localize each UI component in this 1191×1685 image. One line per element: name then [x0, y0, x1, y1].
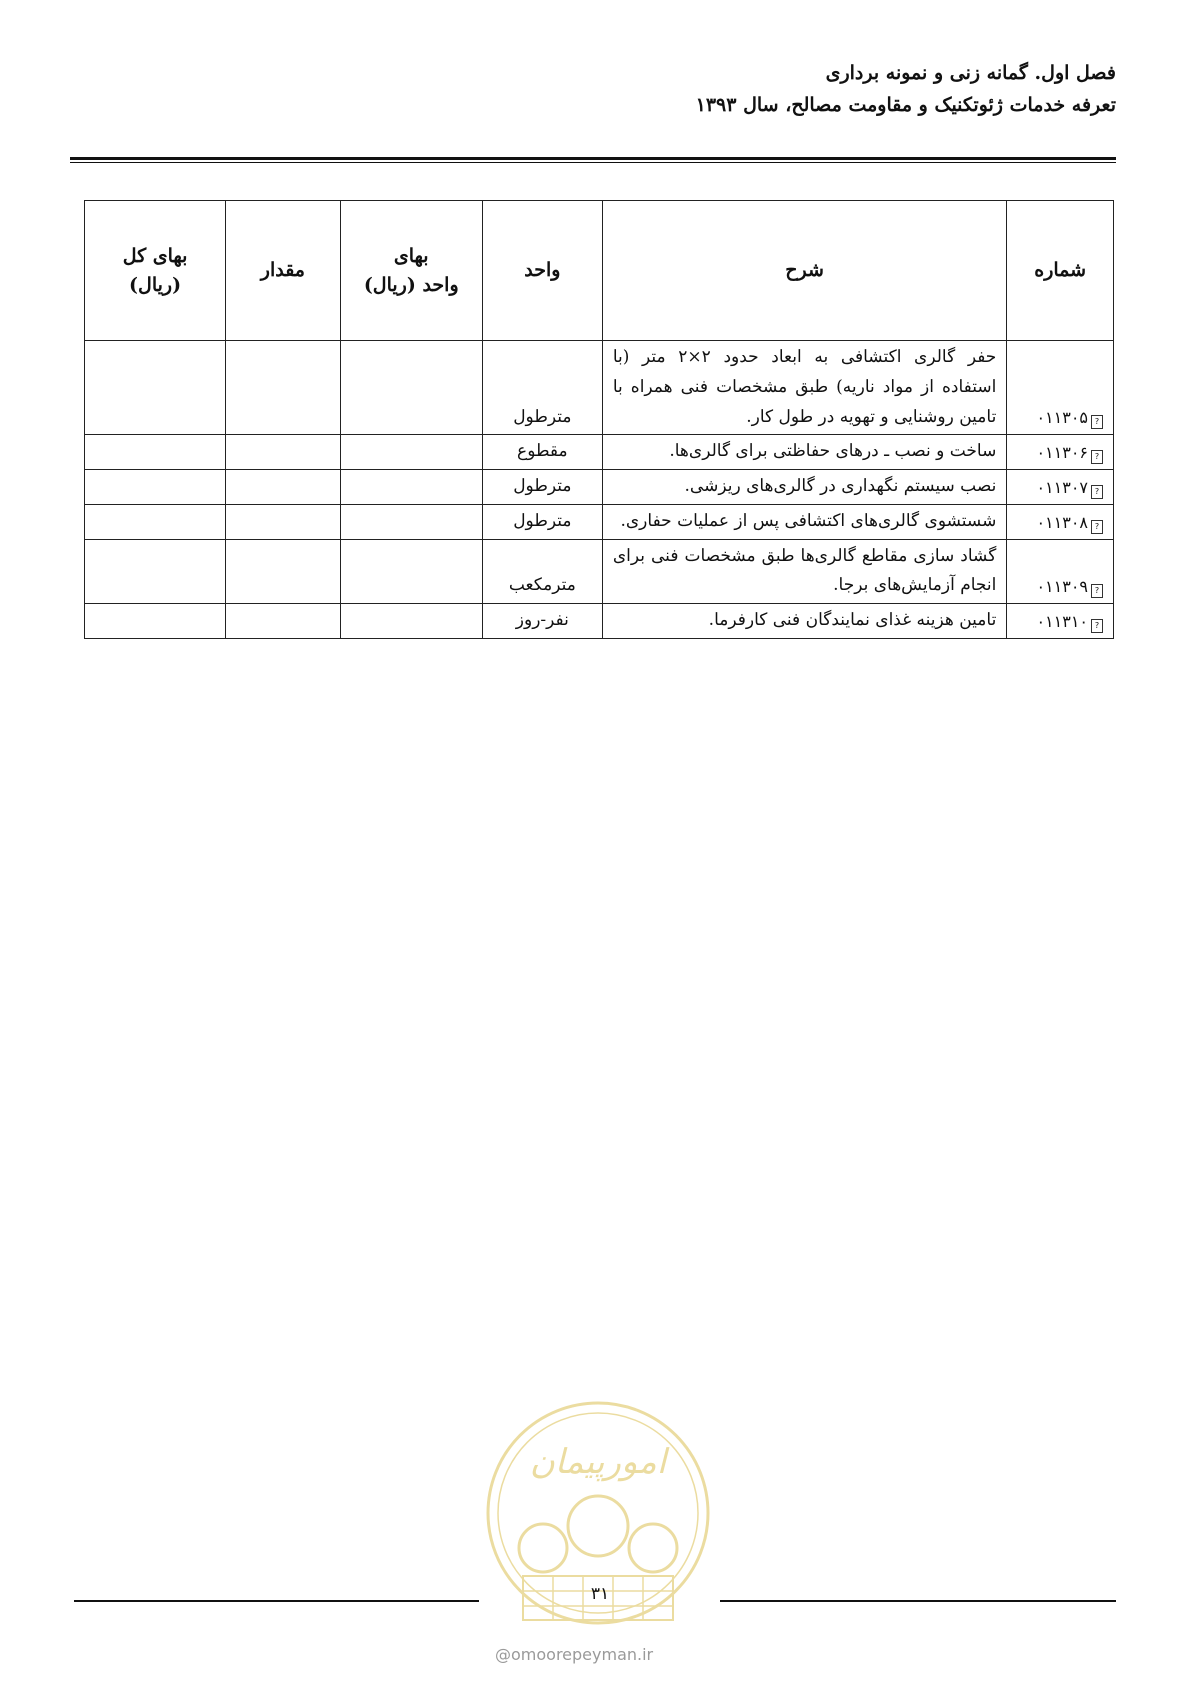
table-row	[85, 435, 1114, 470]
row-code: ۰۱۱۳۰۸	[1036, 512, 1088, 532]
row-unit-price	[340, 604, 482, 639]
table-row	[85, 341, 1114, 435]
row-quantity	[226, 604, 340, 639]
chapter-title: فصل اول. گمانه زنی و نمونه برداری	[825, 62, 1116, 84]
row-quantity	[226, 504, 340, 539]
row-quantity	[226, 470, 340, 505]
row-description: ساخت و نصب ـ درهای حفاظتی برای گالری‌ها.	[602, 435, 1006, 470]
header-unit: واحد	[482, 201, 602, 341]
row-description: تامین هزینه غذای نمایندگان فنی کارفرما.	[602, 604, 1006, 639]
table-row	[85, 604, 1114, 639]
row-quantity	[226, 341, 340, 435]
row-description: نصب سیستم نگهداری در گالری‌های ریزشی.	[602, 470, 1006, 505]
row-unit-price	[340, 435, 482, 470]
row-quantity	[226, 539, 340, 604]
table-row	[85, 470, 1114, 505]
row-quantity	[226, 435, 340, 470]
row-total-price	[85, 504, 226, 539]
row-code: ۰۱۱۳۰۵	[1036, 408, 1088, 428]
row-total-price	[85, 341, 226, 435]
header-number: شماره	[1007, 201, 1114, 341]
row-unit: مترطول	[482, 341, 602, 435]
header-total-price-line1: بهای کل	[122, 245, 188, 267]
row-code: ۰۱۱۳۰۹	[1036, 577, 1088, 596]
row-code: ۰۱۱۳۰۷	[1036, 477, 1088, 497]
row-total-price	[85, 435, 226, 470]
row-code: ۰۱۱۳۰۶	[1036, 443, 1088, 462]
footer-rule-right	[720, 1600, 1116, 1602]
header-rule	[70, 157, 1116, 160]
table-header-row	[85, 201, 1114, 341]
document-title: تعرفه خدمات ژئوتکنیک و مقاومت مصالح، سال ۱۳۹۳	[695, 94, 1116, 116]
row-unit: مترمکعب	[482, 539, 602, 604]
table-row	[85, 504, 1114, 539]
watermark-text: omoorepeyman.ir	[511, 1645, 654, 1664]
row-code-cell	[1007, 435, 1114, 470]
missing-glyph-icon: ?	[1091, 485, 1103, 499]
table-row	[85, 539, 1114, 604]
header-description: شرح	[602, 201, 1006, 341]
page-number: ۳۱	[590, 1584, 610, 1604]
row-unit-price	[340, 504, 482, 539]
header-total-price-line2: (ریال)	[129, 273, 182, 296]
row-description: شستشوی گالری‌های اکتشافی پس از عملیات حفاری.	[602, 504, 1006, 539]
footer-rule-left	[74, 1600, 479, 1602]
missing-glyph-icon: ?	[1091, 520, 1103, 534]
header-quantity: مقدار	[226, 201, 340, 341]
row-total-price	[85, 470, 226, 505]
row-unit-price	[340, 539, 482, 604]
seal-text: امورپیمان	[529, 1442, 667, 1482]
header-unit-price	[340, 201, 482, 341]
missing-glyph-icon: ?	[1091, 619, 1103, 633]
row-description: گشاد سازی مقاطع گالری‌ها طبق مشخصات فنی برای انجام آزمایش‌های برجا.	[602, 539, 1006, 604]
row-total-price	[85, 604, 226, 639]
header-rule-thin	[70, 162, 1116, 163]
missing-glyph-icon: ?	[1091, 450, 1103, 464]
row-code-cell	[1007, 470, 1114, 505]
header-unit-price-line2: واحد (ریال)	[363, 273, 459, 296]
row-total-price	[85, 539, 226, 604]
row-unit: نفر-روز	[482, 604, 602, 639]
page-header	[696, 62, 1116, 116]
row-code-cell	[1007, 504, 1114, 539]
row-code-cell	[1007, 604, 1114, 639]
row-code-cell	[1007, 539, 1114, 604]
missing-glyph-icon: ?	[1091, 584, 1103, 598]
header-total-price	[85, 201, 226, 341]
row-description: حفر گالری اکتشافی به ابعاد حدود ۲×۲ متر (با استفاده از مواد ناریه) طبق مشخصات فنی همراه با تامین روشنایی و تهویه در طول کار.	[602, 341, 1006, 435]
row-unit-price	[340, 470, 482, 505]
row-unit: مقطوع	[482, 435, 602, 470]
row-unit: مترطول	[482, 504, 602, 539]
price-list-table	[84, 200, 1114, 639]
website-watermark: @omoorepeyman.ir	[495, 1645, 654, 1664]
header-unit-price-line1: بهای	[393, 245, 429, 267]
row-code: ۰۱۱۳۱۰	[1036, 611, 1088, 631]
row-unit: مترطول	[482, 470, 602, 505]
row-unit-price	[340, 341, 482, 435]
row-code-cell	[1007, 341, 1114, 435]
missing-glyph-icon: ?	[1091, 415, 1103, 429]
